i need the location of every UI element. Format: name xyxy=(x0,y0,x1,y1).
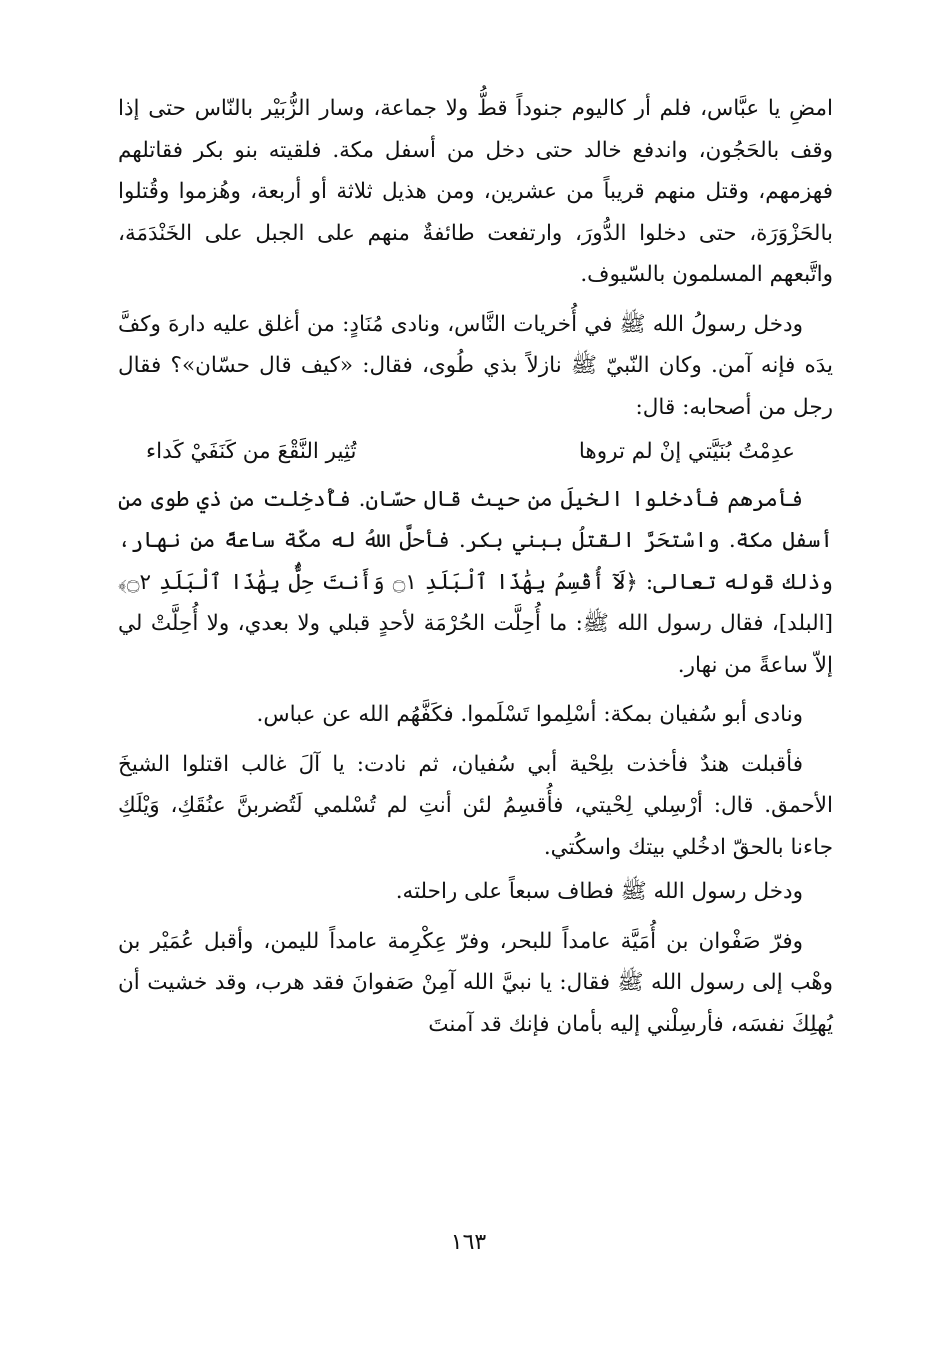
paragraph: ونادى أبو سُفيان بمكة: أسْلِموا تَسْلَموا. فكَفَّهُم الله عن عباس. xyxy=(256,702,803,727)
verse-second-hemistich: تُثِير النَّقْعَ من كَنَفَيْ كَداء xyxy=(146,439,357,464)
poetry-verse xyxy=(118,431,833,473)
paragraph: وفرّ صَفْوان بن أُمَيَّة عامداً للبحر، وفرّ عِكْرِمة عامداً لليمن، وأقبل عُمَيْر بن وهْب إلى رسول الله ﷺ فقال: يا نبيَّ الله آمِنْ صَفوانَ فقد هرب، وقد خشيت أن يُهلِكَ نفسَه، فأرسِلْني إليه بأمان فإنك قد آمنتَ xyxy=(118,928,833,1037)
body-text xyxy=(118,88,833,1048)
paragraph: فأمرهم فأدخلوا الخيلَ من حيث قال حسّان. فأُدخِلت من ذي طوى من أسفل مكة. واسْتحَرَّ القتلُ ببني بكر. فأحلَّ اللهُ له مكّة ساعةً من نهار، وذلك قوله تعالى: ﴿لَآ أُقْسِمُ بِهَٰذَا ٱلْبَلَدِ ۝١ وَأَنتَ حِلٌّۢ بِهَٰذَا ٱلْبَلَدِ ۝٢﴾ [البلد]، فقال رسول الله ﷺ: ما أُحِلَّت الحُرْمَة لأحدٍ قبلي ولا بعدي، ولا أُحِلَّتْ لي إلاّ ساعةً من نهار. xyxy=(118,486,833,678)
paragraph: امضِ يا عبَّاس، فلم أر كاليوم جنوداً قطُّ ولا جماعة، وسار الزُّبَيْر بالنّاس حتى إذا وقف بالحَجُون، واندفع خالد حتى دخل من أسفل مكة. فلقيته بنو بكر فقاتلهم فهزمهم، وقتل منهم قريباً من عشرين، ومن هذيل ثلاثة أو أربعة، وهُزموا وقُتلوا بالحَزْوَرَة، حتى دخلوا الدُّورَ، وارتفعت طائفةٌ منهم على الجبل على الخَنْدَمَة، واتَّبعهم المسلمون بالسّيوف. xyxy=(118,96,833,287)
paragraph: ودخل رسول الله ﷺ فطاف سبعاً على راحلته. xyxy=(395,879,803,904)
paragraph: ودخل رسولُ الله ﷺ في أُخريات النَّاس، ونادى مُنَادٍ: من أغلق عليه دارهَ وكفَّ يدَه فإنه آمن. وكان النّبيّ ﷺ نازلاً بذي طُوى، فقال: «كيف قال حسّان»؟ فقال رجل من أصحابه: قال: xyxy=(118,311,833,420)
verse-first-hemistich: عدِمْتُ بُنَيَّتي إنْ لم تروها xyxy=(578,439,795,464)
paragraph: فأقبلت هندٌ فأخذت بلِحْية أبي سُفيان، ثم نادت: يا آلَ غالب اقتلوا الشيخَ الأحمق. قال: أرْسِلي لِحْيتي، فأُقسِمُ لئن أنتِ لم تُسْلمي لَتُضربنَّ عنُقَكِ، وَيْلَكِ جاءنا بالحقّ ادخُلي بيتك واسكُتي. xyxy=(118,751,833,860)
page-number: ١٦٣ xyxy=(450,1230,487,1255)
